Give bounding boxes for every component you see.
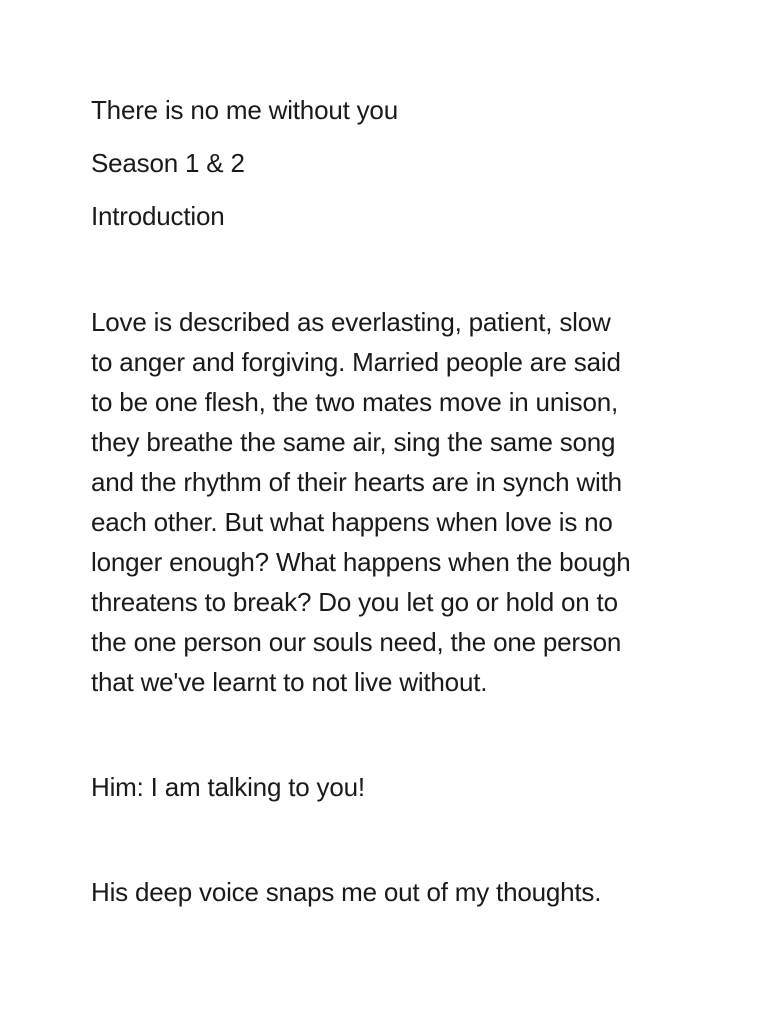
narration-line: His deep voice snaps me out of my thoughts.	[91, 877, 602, 907]
season-label: Season 1 & 2	[91, 148, 245, 178]
intro-paragraph: Love is described as everlasting, patient, slow to anger and forgiving. Married people are said to be one flesh, the two mates move in unison, they breathe the same air, sing the same song and the rhythm of their hearts are in synch with each other. But what happens when love is no longer enough? What happens when the bough threatens to break? Do you let go or hold on to the one person our souls need, the one person that we've learnt to not live without.	[91, 307, 631, 697]
book-title: There is no me without you	[91, 95, 398, 125]
dialogue-line: Him: I am talking to you!	[91, 772, 365, 802]
section-heading: Introduction	[91, 201, 225, 231]
